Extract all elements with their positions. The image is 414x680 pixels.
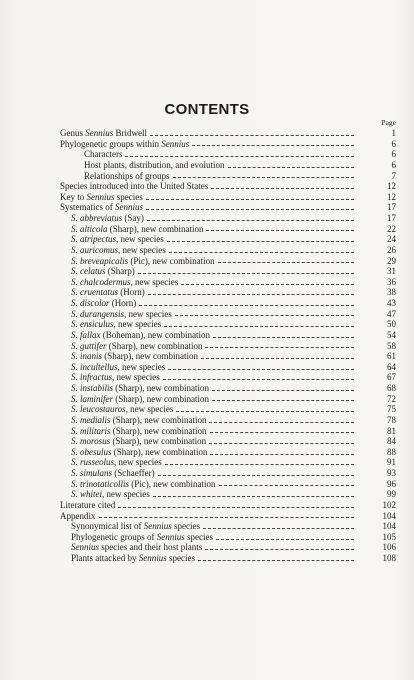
toc-page-number: 75 xyxy=(387,404,396,415)
dot-leader xyxy=(206,229,354,231)
toc-entry-text: species xyxy=(184,531,213,542)
dot-leader xyxy=(158,474,354,476)
dot-leader xyxy=(118,506,354,508)
toc-entry-text: (Boheman), new combination xyxy=(100,329,210,340)
toc-page-number: 108 xyxy=(382,553,396,563)
toc-entry-italic-text: Sennius xyxy=(143,521,172,532)
toc-entry xyxy=(60,542,396,553)
toc-entry xyxy=(60,425,396,437)
toc-entry xyxy=(60,457,396,468)
dot-leader xyxy=(209,421,354,423)
dot-leader xyxy=(216,538,354,540)
toc-entry xyxy=(60,510,396,522)
toc-entry-label xyxy=(71,266,135,277)
toc-entry-italic-text: S. whitei xyxy=(71,489,102,500)
toc-entry-label xyxy=(60,192,143,203)
toc-page-number: 43 xyxy=(387,298,396,308)
toc-entry xyxy=(60,170,396,182)
toc-page-number: 17 xyxy=(387,213,396,223)
toc-entry-italic-text: S. inanis xyxy=(71,351,103,362)
toc-page-number: 22 xyxy=(387,223,396,234)
toc-entry xyxy=(60,308,396,320)
dot-leader xyxy=(219,484,355,486)
toc-entry-label xyxy=(84,160,225,171)
toc-entry-text: (Sharp), new combination xyxy=(107,223,204,234)
toc-entry-text: species and their host plants xyxy=(99,542,203,553)
dot-leader xyxy=(210,431,355,433)
dot-leader xyxy=(148,293,354,295)
page-column-header: Page xyxy=(381,118,396,127)
dot-leader xyxy=(167,240,354,242)
toc-entry-label xyxy=(71,224,203,235)
toc-entry xyxy=(60,128,396,139)
dot-leader xyxy=(139,304,354,306)
toc-entry-italic-text: S. cruentatus xyxy=(71,287,118,298)
toc-page-number: 1 xyxy=(391,128,396,138)
toc-entry-text: , new species xyxy=(102,489,150,500)
toc-page-number: 6 xyxy=(391,138,396,149)
toc-entry xyxy=(60,499,396,511)
toc-entry-text: Key to xyxy=(60,191,87,202)
toc-entry-italic-text: S. laminifer xyxy=(71,393,113,404)
toc-entry-italic-text: Sennius xyxy=(71,542,99,553)
dot-leader xyxy=(163,378,354,380)
toc-entry-text: (Sharp), new combination xyxy=(110,436,207,447)
toc-page-number: 93 xyxy=(387,468,396,478)
dot-leader xyxy=(146,208,354,210)
toc-entry-italic-text: S. durangensis xyxy=(71,308,125,319)
toc-page-number: 106 xyxy=(382,542,396,553)
toc-entry-label xyxy=(84,171,170,182)
dot-leader xyxy=(218,261,354,263)
toc-entry-italic-text: S. leucostauros xyxy=(71,404,126,415)
toc-entry-text: Phylogenetic groups within xyxy=(60,138,162,149)
toc-entry-text: (Sharp), new combination xyxy=(110,414,207,425)
toc-entry xyxy=(60,404,396,415)
toc-entry-text: Genus xyxy=(60,128,86,138)
toc-entry-italic-text: Sennius xyxy=(86,191,115,202)
toc-entry-text: species xyxy=(171,521,200,532)
toc-entry-italic-text: S. auricomus xyxy=(71,244,118,255)
toc-entry-text: (Schaeffer) xyxy=(112,468,155,478)
toc-entry-label xyxy=(71,553,195,564)
toc-entry-italic-text: S. trinotaticollis xyxy=(71,478,130,489)
toc-entry xyxy=(60,329,396,341)
dot-leader xyxy=(203,527,354,529)
toc-page-number: 81 xyxy=(387,425,396,436)
toc-page-number: 84 xyxy=(387,436,396,447)
page-title: CONTENTS xyxy=(164,101,250,118)
toc-entry xyxy=(60,202,396,213)
toc-entry xyxy=(60,223,396,235)
toc-entry-text: , new species xyxy=(125,404,174,415)
toc-entry-label xyxy=(60,128,147,139)
toc-entry-label xyxy=(71,394,209,405)
toc-entry-text: (Sharp), new combination xyxy=(113,393,209,404)
toc-entry-text: (Sharp), new combination xyxy=(111,446,208,457)
toc-entry-italic-text: S. abbreviatus xyxy=(71,213,123,223)
toc-entry-italic-text: S. medialis xyxy=(71,414,111,425)
toc-page-number: 47 xyxy=(387,308,396,319)
toc-page-number: 38 xyxy=(387,287,396,298)
toc-entry-text: species xyxy=(166,553,195,563)
dot-leader xyxy=(198,559,354,561)
toc-entry-italic-text: S. militaris xyxy=(71,425,111,436)
toc-entry-text: species xyxy=(114,191,143,202)
toc-page-number: 54 xyxy=(387,329,396,340)
toc-entry-label xyxy=(71,521,200,532)
toc-page-number: 26 xyxy=(387,244,396,255)
toc-entry xyxy=(60,414,396,426)
toc-entry xyxy=(60,213,396,224)
toc-entry-text: Literature cited xyxy=(60,499,116,510)
toc-entry-label xyxy=(71,468,155,479)
toc-entry-italic-text: S. chalcodermus xyxy=(71,276,131,287)
toc-entry-text: , new species xyxy=(113,319,162,330)
toc-entry-label xyxy=(71,542,202,553)
toc-entry-text: , new species xyxy=(117,361,166,372)
toc-entry-label xyxy=(60,202,143,213)
toc-entry xyxy=(60,266,396,277)
toc-page-number: 67 xyxy=(387,372,396,383)
dot-leader xyxy=(201,357,354,359)
dot-leader xyxy=(205,346,354,348)
toc-entry xyxy=(60,383,396,394)
dot-leader xyxy=(175,314,354,316)
toc-entry-label xyxy=(71,213,144,224)
toc-entry-text: , new species xyxy=(114,457,162,468)
toc-page-number: 12 xyxy=(387,191,396,202)
toc-entry xyxy=(60,489,396,500)
dot-leader xyxy=(146,198,354,200)
toc-entry-text: (Pic), new combination xyxy=(129,478,216,489)
dot-leader xyxy=(212,389,354,391)
toc-entry-text: (Horn) xyxy=(118,287,145,298)
dot-leader xyxy=(212,399,354,401)
toc-entry-label xyxy=(71,415,206,426)
toc-entry-label xyxy=(71,351,198,362)
toc-page-number: 50 xyxy=(387,319,396,330)
toc-entry xyxy=(60,287,396,298)
toc-entry xyxy=(60,191,396,203)
toc-entry-text: (Sharp), new combination xyxy=(102,351,198,362)
dot-leader xyxy=(164,325,354,327)
toc-entry-label xyxy=(60,139,189,150)
toc-entry-label xyxy=(60,511,96,522)
toc-entry-text: (Horn) xyxy=(109,298,137,308)
toc-entry-italic-text: S. guttifer xyxy=(71,340,107,351)
toc-entry-label xyxy=(60,500,115,511)
toc-entry-label xyxy=(71,277,178,288)
toc-page-number: 12 xyxy=(387,181,396,192)
toc-entry-label xyxy=(71,479,216,490)
toc-entry xyxy=(60,521,396,532)
toc-entry xyxy=(60,244,396,256)
toc-entry xyxy=(60,138,396,150)
toc-entry-italic-text: S. ensiculus xyxy=(71,319,114,330)
toc-entry xyxy=(60,436,396,447)
toc-page-number: 29 xyxy=(387,255,396,266)
toc-entry xyxy=(60,361,396,373)
toc-page-number: 96 xyxy=(387,478,396,489)
toc-entry-text: (Sharp), new combination xyxy=(106,340,203,351)
toc-entry-label xyxy=(71,404,173,415)
dot-leader xyxy=(99,516,355,518)
toc-entry-italic-text: Sennius xyxy=(115,202,143,213)
toc-entry-label xyxy=(71,532,213,543)
toc-entry xyxy=(60,553,396,564)
toc-entry xyxy=(60,446,396,458)
toc-entry-label xyxy=(71,383,209,394)
toc-entry-label xyxy=(71,245,166,256)
toc-page-number: 7 xyxy=(391,170,396,181)
dot-leader xyxy=(165,463,354,465)
toc-entry-label xyxy=(71,298,136,309)
toc-entry-italic-text: S. simulans xyxy=(71,468,113,478)
toc-page-number: 61 xyxy=(387,351,396,362)
toc-page-number: 104 xyxy=(382,510,396,521)
toc-entry xyxy=(60,149,396,160)
toc-entry-italic-text: S. atripectus xyxy=(71,234,116,245)
toc-entry-text: (Say) xyxy=(122,213,144,223)
toc-page-number: 72 xyxy=(387,393,396,404)
dot-leader xyxy=(138,272,354,274)
toc-entry-label xyxy=(71,457,162,468)
toc-entry-text: , new species xyxy=(116,234,164,245)
toc-entry-italic-text: Sennius xyxy=(138,553,167,563)
toc-entry-label xyxy=(71,330,210,341)
toc-entry-italic-text: Sennius xyxy=(85,128,114,138)
toc-entry xyxy=(60,319,396,330)
toc-entry-text: Bridwell xyxy=(113,128,147,138)
toc-entry-text: Characters xyxy=(84,149,123,160)
toc-entry xyxy=(60,255,396,267)
dot-leader xyxy=(147,219,354,221)
toc-page-number: 17 xyxy=(387,202,396,213)
toc-page-number: 58 xyxy=(387,340,396,351)
toc-page-number: 105 xyxy=(382,531,396,542)
toc-entry-label xyxy=(71,319,161,330)
toc-entry-label xyxy=(71,256,215,267)
toc-entry xyxy=(60,468,396,479)
toc-entry-text: (Sharp) xyxy=(105,266,135,277)
toc-entry-label xyxy=(71,372,160,383)
toc-entry-text: , new species xyxy=(124,308,172,319)
dot-leader xyxy=(228,166,355,168)
toc-entry-text: Systematics of xyxy=(60,202,115,213)
toc-entry xyxy=(60,276,396,288)
toc-entry-italic-text: S. instabilis xyxy=(71,383,114,393)
toc-entry-italic-text: S. fallax xyxy=(71,329,101,340)
toc-entry-label xyxy=(71,447,207,458)
toc-page-number: 104 xyxy=(382,521,396,532)
toc-page-number: 6 xyxy=(391,149,396,160)
toc-entry-label xyxy=(71,489,150,500)
dot-leader xyxy=(150,134,354,136)
toc-entry-label xyxy=(71,426,207,437)
toc-entry-italic-text: S. morosus xyxy=(71,436,111,447)
dot-leader xyxy=(213,336,354,338)
toc-entry-text: , new species xyxy=(118,244,166,255)
toc-entry xyxy=(60,159,396,171)
dot-leader xyxy=(205,548,354,550)
toc-entry-italic-text: S. obesulus xyxy=(71,446,112,457)
toc-entry-text: Relationships of groups xyxy=(84,170,170,181)
toc-entry-italic-text: S. incultellus xyxy=(71,361,118,372)
toc-entry xyxy=(60,531,396,543)
toc-entry-text: , new species xyxy=(112,372,160,383)
dot-leader xyxy=(125,155,354,157)
toc-entry-text: Synonymical list of xyxy=(71,521,144,532)
toc-page-number: 36 xyxy=(387,276,396,287)
toc-entry-label xyxy=(71,341,202,352)
toc-page-number: 78 xyxy=(387,414,396,425)
toc-page-number: 24 xyxy=(387,234,396,245)
toc-entry-text: (Sharp), new combination xyxy=(110,425,207,436)
toc-page-number: 64 xyxy=(387,361,396,372)
toc-entry xyxy=(60,340,396,352)
dot-leader xyxy=(192,144,354,146)
toc-entry xyxy=(60,393,396,405)
toc-entry-label xyxy=(84,149,122,160)
toc-entry-italic-text: S. discolor xyxy=(71,298,110,308)
toc-entry-text: Species introduced into the United States xyxy=(60,181,209,192)
toc-entry-label xyxy=(71,362,165,373)
dot-leader xyxy=(181,283,354,285)
toc-entry-italic-text: S. alticola xyxy=(71,223,108,234)
dot-leader xyxy=(211,187,354,189)
toc-entry-italic-text: Sennius xyxy=(161,138,190,149)
toc-page-number: 102 xyxy=(382,499,396,510)
toc-page-number: 6 xyxy=(391,159,396,170)
table-of-contents xyxy=(60,128,396,564)
toc-entry-text: Phylogenetic groups of xyxy=(71,531,157,542)
toc-entry-label xyxy=(60,181,208,192)
toc-entry-label xyxy=(71,436,206,447)
toc-entry-text: Host plants, distribution, and evolution xyxy=(84,159,225,170)
dot-leader xyxy=(168,368,354,370)
toc-entry-italic-text: S. russeolus xyxy=(71,457,115,468)
toc-page-number: 91 xyxy=(387,457,396,468)
toc-entry xyxy=(60,234,396,245)
dot-leader xyxy=(173,176,355,178)
toc-entry-label xyxy=(71,234,164,245)
toc-entry-italic-text: S. breveapicalis xyxy=(71,255,129,266)
dot-leader xyxy=(210,453,354,455)
toc-entry xyxy=(60,181,396,192)
toc-entry-text: Plants attacked by xyxy=(71,553,139,563)
toc-entry-italic-text: S. infractus xyxy=(71,372,113,383)
toc-entry-label xyxy=(71,287,145,298)
dot-leader xyxy=(176,410,354,412)
toc-entry xyxy=(60,351,396,362)
toc-entry-text: (Sharp), new combination xyxy=(113,383,209,393)
toc-entry-label xyxy=(71,309,172,320)
toc-page-number: 68 xyxy=(387,383,396,393)
toc-entry-italic-text: S. celatus xyxy=(71,266,106,277)
dot-leader xyxy=(209,442,354,444)
toc-entry xyxy=(60,298,396,309)
toc-entry-text: (Pic), new combination xyxy=(128,255,215,266)
toc-entry-text: Appendix xyxy=(60,510,96,521)
toc-page-number: 88 xyxy=(387,446,396,457)
toc-entry xyxy=(60,478,396,490)
dot-leader xyxy=(169,251,354,253)
toc-entry-italic-text: Sennius xyxy=(156,531,185,542)
toc-entry-text: , new species xyxy=(130,276,179,287)
toc-entry xyxy=(60,372,396,383)
dot-leader xyxy=(153,495,354,497)
toc-page-number: 31 xyxy=(387,266,396,277)
toc-page-number: 99 xyxy=(387,489,396,500)
